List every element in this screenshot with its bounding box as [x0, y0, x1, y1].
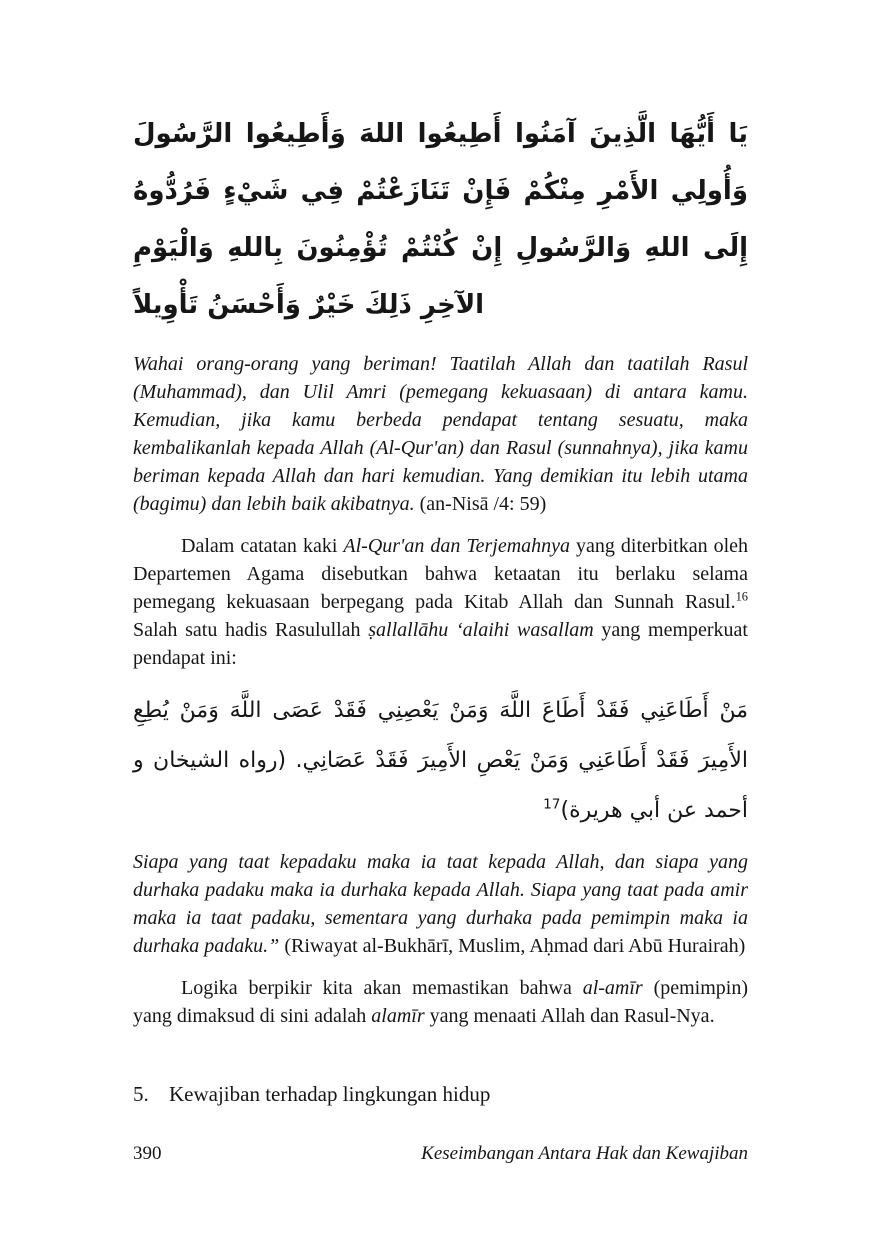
paragraph-logika: Logika berpikir kita akan memastikan bahwa al-amīr (pemimpin) yang dimaksud di sini adalah alamīr yang menaati Allah dan Rasul-Nya.: [133, 977, 748, 1027]
hadith-arabic: مَنْ أَطَاعَنِي فَقَدْ أَطَاعَ اللَّهَ وَمَنْ يَعْصِنِي فَقَدْ عَصَى اللَّهَ وَمَنْ يُطِعِ الأَمِيرَ فَقَدْ أَطَاعَنِي وَمَنْ يَعْصِ الأَمِيرَ فَقَدْ عَصَانِي. (رواه الشيخان و أحمد عن أبي هريرة)$^{17}$: [133, 698, 748, 823]
running-title: Keseimbangan Antara Hak dan Kewajiban: [421, 1143, 748, 1164]
page-footer: [133, 1143, 748, 1165]
verse-translation: Wahai orang-orang yang beriman! Taatilah Allah dan taatilah Rasul (Muhammad), dan Ulil Amri (pemegang kekuasaan) di antara kamu. Kemudian, jika kamu berbeda pendapat tentang sesuatu, maka kembalikanlah kepada Allah (Al-Qur'an) dan Rasul (sunnahnya), jika kamu beriman kepada Allah dan hari kemudian. Yang demikian itu lebih utama (bagimu) dan lebih baik akibatnya. (an-Nisā /4: 59): [133, 353, 748, 515]
section-heading: [133, 1082, 748, 1107]
hadith-translation: Siapa yang taat kepadaku maka ia taat kepada Allah, dan siapa yang durhaka padaku maka ia durhaka kepada Allah. Siapa yang taat pada amir maka ia taat padaku, sementara yang durhaka pada pemimpin maka ia durhaka padaku.” (Riwayat al-Bukhārī, Muslim, Aḥmad dari Abū Hurairah): [133, 851, 748, 957]
page-number: 390: [133, 1143, 162, 1164]
quran-verse-arabic: يَا أَيُّهَا الَّذِينَ آمَنُوا أَطِيعُوا اللهَ وَأَطِيعُوا الرَّسُولَ وَأُولِي الأَمْرِ مِنْكُمْ فَإِنْ تَنَازَعْتُمْ فِي شَيْءٍ فَرُدُّوهُ إِلَى اللهِ وَالرَّسُولِ إِنْ كُنْتُمْ تُؤْمِنُونَ بِاللهِ وَالْيَوْمِ الآخِرِ ذَلِكَ خَيْرٌ وَأَحْسَنُ تَأْوِيلاً: [133, 119, 748, 320]
paragraph-catatan-kaki: Dalam catatan kaki Al-Qur'an dan Terjemahnya yang diterbitkan oleh Departemen Agama disebutkan bahwa ketaatan itu berlaku selama pemegang kekuasaan berpegang pada Kitab Allah dan Sunnah Rasul.$^{16}$ Salah satu hadis Rasulullah ṣallallāhu ʻalaihi wasallam yang memperkuat pendapat ini:: [133, 535, 749, 669]
section-title: Kewajiban terhadap lingkungan hidup: [169, 1082, 491, 1106]
section-number: 5.: [133, 1082, 149, 1106]
